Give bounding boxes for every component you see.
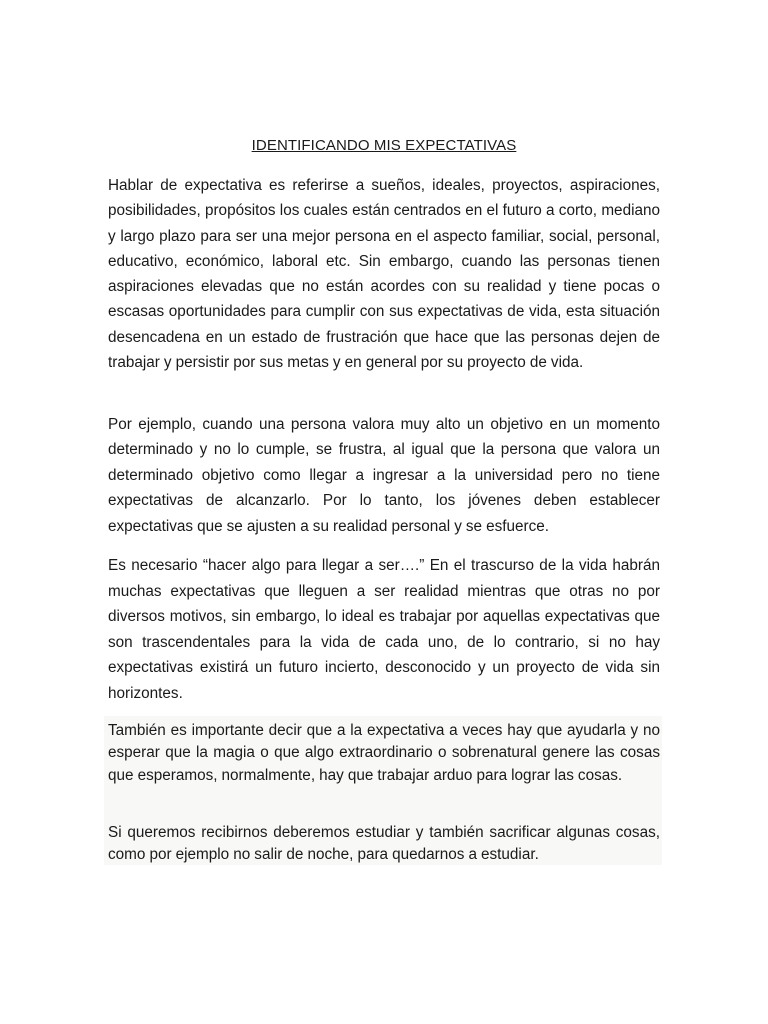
document-title: IDENTIFICANDO MIS EXPECTATIVAS xyxy=(251,137,517,154)
paragraph-1: Hablar de expectativa es referirse a sueños, ideales, proyectos, aspiraciones, posibilidades, propósitos los cuales están centrados en el futuro a corto, mediano y largo plazo para ser una mejor persona en el aspecto familiar, social, personal, educativo, económico, laboral etc. Sin embargo, cuando las personas tienen aspiraciones elevadas que no están acordes con su realidad y tiene pocas o escasas oportunidades para cumplir con sus expectativas de vida, esta situación desencadena en un estado de frustración que hace que las personas dejen de trabajar y persistir por sus metas y en general por su proyecto de vida. xyxy=(108,177,660,372)
paragraph-4: También es importante decir que a la expectativa a veces hay que ayudarla y no esperar que la magia o que algo extraordinario o sobrenatural genere las cosas que esperamos, normalmente, hay que trabajar arduo para lograr las cosas. xyxy=(108,722,660,784)
paragraph-3: Es necesario “hacer algo para llegar a ser….” En el trascurso de la vida habrán muchas expectativas que lleguen a ser realidad mientras que otras no por diversos motivos, sin embargo, lo ideal es trabajar por aquellas expectativas que son trascendentales para la vida de cada uno, de lo contrario, si no hay expectativas existirá un futuro incierto, desconocido y un proyecto de vida sin horizontes. xyxy=(108,557,660,702)
paragraph-5: Si queremos recibirnos deberemos estudiar y también sacrificar algunas cosas, como por ejemplo no salir de noche, para quedarnos a estudiar. xyxy=(108,824,660,864)
paragraph-2: Por ejemplo, cuando una persona valora muy alto un objetivo en un momento determinado y no lo cumple, se frustra, al igual que la persona que valora un determinado objetivo como llegar a ingresar a la universidad pero no tiene expectativas de alcanzarlo. Por lo tanto, los jóvenes deben establecer expectativas que se ajusten a su realidad personal y se esfuerce. xyxy=(108,416,660,535)
